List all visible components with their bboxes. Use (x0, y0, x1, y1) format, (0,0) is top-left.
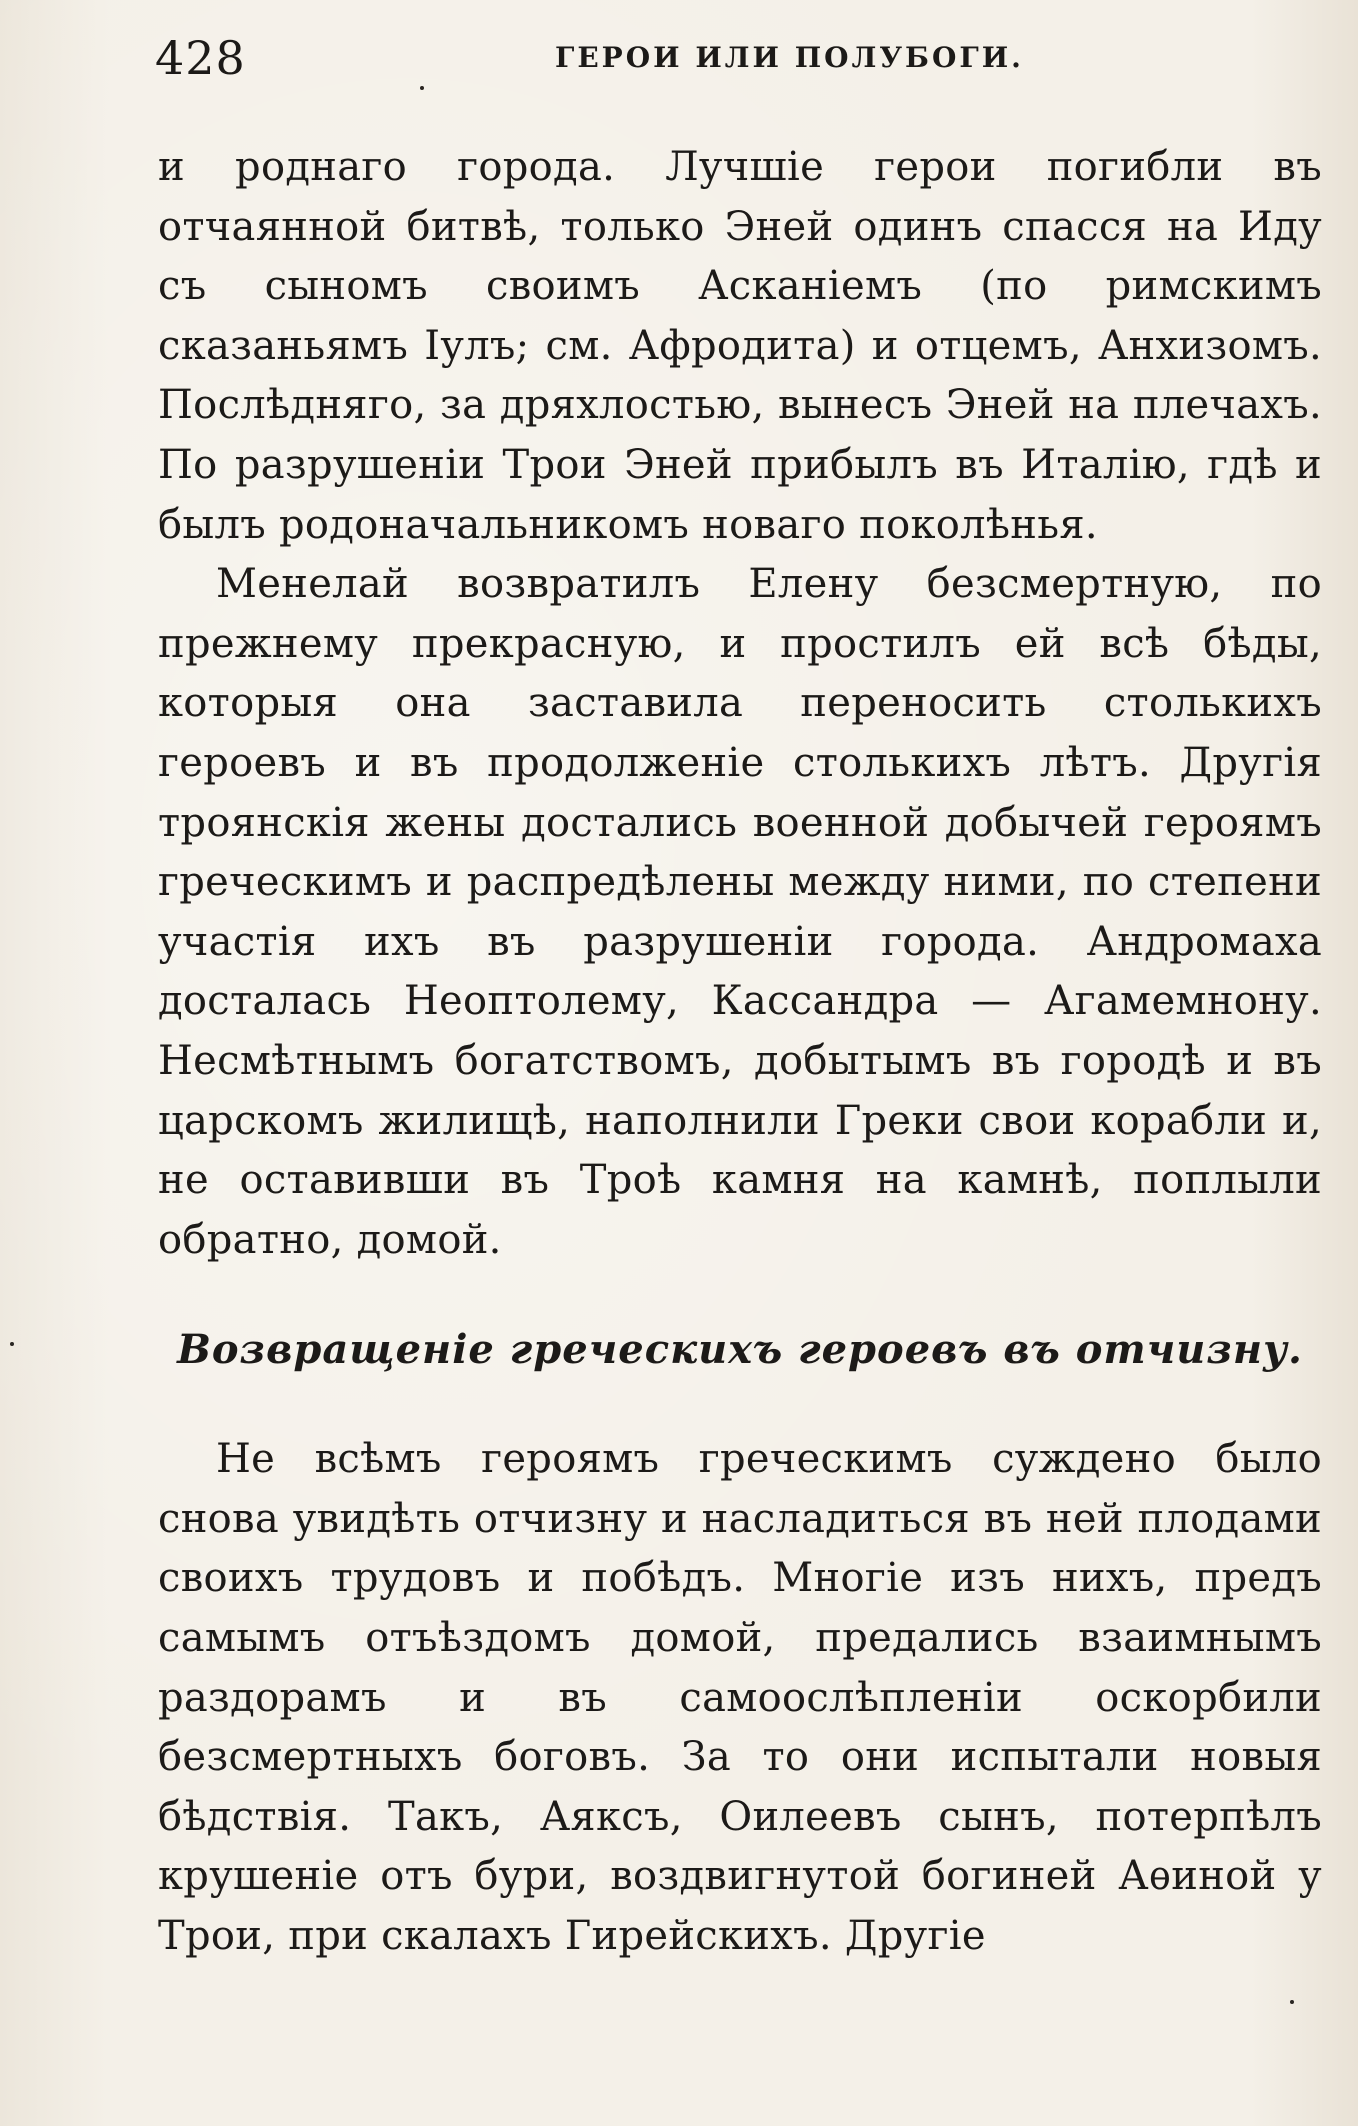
paragraph-continuation: и роднаго города. Лучшіе герои погибли въ отчаянной битвѣ, только Эней одинъ спасся на Иду съ сыномъ своимъ Асканіемъ (по римскимъ сказаньямъ Іулъ; см. Афродита) и отцемъ, Анхизомъ. Послѣдняго, за дряхлостью, вынесъ Эней на плечахъ. По разрушеніи Трои Эней прибылъ въ Италію, гдѣ и былъ родоначальникомъ новаго поколѣнья. (158, 144, 1322, 548)
page-number: 428 (155, 31, 246, 85)
section-heading: Возвращеніе греческихъ героевъ въ отчизну. (177, 1326, 1303, 1374)
print-speck (1290, 2000, 1294, 2004)
body-text (158, 138, 1322, 1967)
paragraph-return: Не всѣмъ героямъ греческимъ суждено было снова увидѣть отчизну и насладиться въ ней плодами своихъ трудовъ и побѣдъ. Многіе изъ нихъ, предъ самымъ отъѣздомъ домой, предались взаимнымъ раздорамъ и въ самоослѣпленіи оскорбили безсмертныхъ боговъ. За то они испытали новыя бѣдствія. Такъ, Аяксъ, Оилеевъ сынъ, потерпѣлъ крушеніе отъ бури, воздвигнутой богиней Аѳиной у Трои, при скалахъ Гирейскихъ. Другіе (158, 1436, 1322, 1960)
print-speck (10, 1342, 14, 1346)
print-speck (420, 86, 424, 90)
page-header (155, 28, 1335, 88)
paragraph-menelaus: Менелай возвратилъ Елену безсмертную, по прежнему прекрасную, и простилъ ей всѣ бѣды, которыя она заставила переносить столькихъ героевъ и въ продолженіе столькихъ лѣтъ. Другія троянскія жены достались военной добычей героямъ греческимъ и распредѣлены между ними, по степени участія ихъ въ разрушеніи города. Андромаха досталась Неоптолему, Кассандра — Агамемнону. Несмѣтнымъ богатствомъ, добытымъ въ городѣ и въ царскомъ жилищѣ, наполнили Греки свои корабли и, не оставивши въ Троѣ камня на камнѣ, поплыли обратно, домой. (158, 561, 1322, 1263)
running-title: ГЕРОИ ИЛИ ПОЛУБОГИ. (555, 41, 1024, 74)
